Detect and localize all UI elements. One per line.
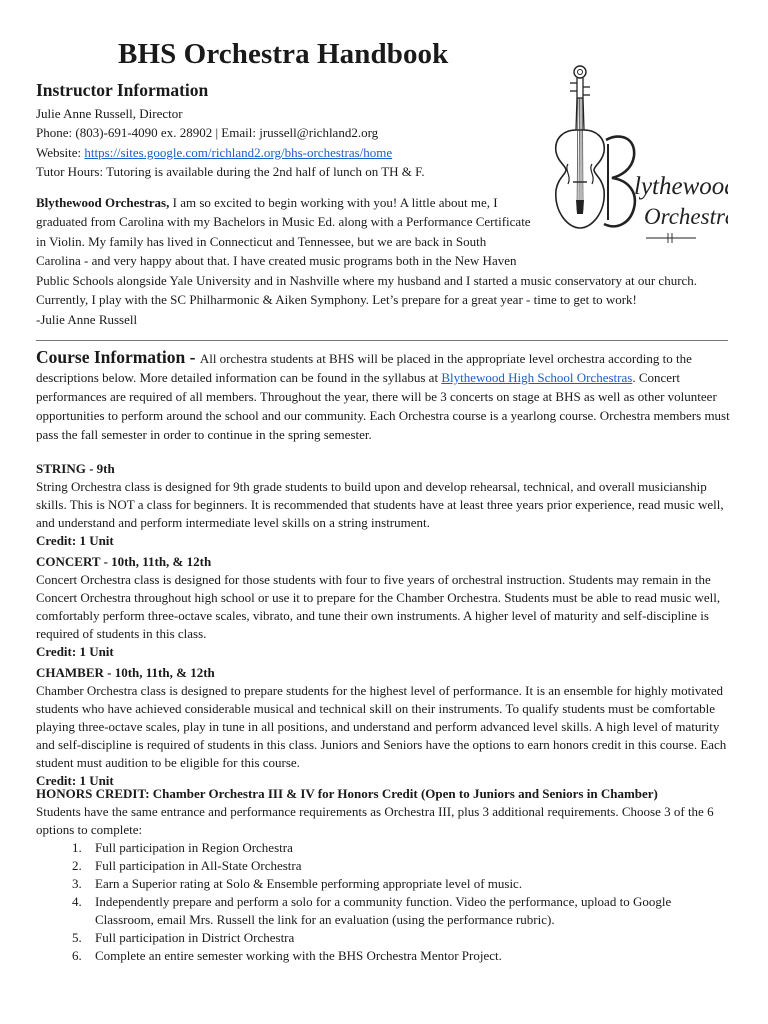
intro-line-4: Carolina - and very happy about that. I have created music programs both in the New Haven — [36, 253, 517, 268]
section-divider — [36, 340, 728, 341]
list-item-number: 2. — [72, 858, 82, 873]
intro-line-1 — [36, 193, 498, 212]
intro-line-5: Public Schools alongside Yale University and in Nashville where my husband and I started a music conservatory at our church. — [36, 273, 698, 288]
website-link[interactable]: https://sites.google.com/richland2.org/bhs-orchestras/home — [84, 145, 393, 160]
concert-credit: Credit: 1 Unit — [36, 644, 114, 659]
logo-text-sub: Orchestra — [644, 204, 728, 229]
orchestra-logo — [528, 52, 728, 282]
page-title: BHS Orchestra Handbook — [118, 38, 449, 70]
list-item — [72, 893, 722, 929]
chamber-body: Chamber Orchestra class is designed to prepare students for the highest level of performance. It is an ensemble for highly motivated students who have achieved considerable musical and technical skill on their instruments. To qualify students must be comfortable playing three-octave scales, play in tune in all positions, and understand and perform advanced level skills. A high level of maturity and self-discipline is required of students in this class. Juniors and Seniors have the options to earn honors credit in this course. Each student must audition to be eligible for this course. — [36, 683, 727, 770]
list-item — [72, 839, 722, 857]
list-item-text: Complete an entire semester working with the BHS Orchestra Mentor Project. — [95, 948, 502, 963]
honors-heading: HONORS CREDIT: Chamber Orchestra III & IV for Honors Credit (Open to Juniors and Seniors in Chamber) — [36, 786, 658, 801]
website-label: Website: — [36, 145, 85, 160]
chamber-credit: Credit: 1 Unit — [36, 773, 114, 788]
string-credit: Credit: 1 Unit — [36, 533, 114, 548]
honors-options-list — [72, 839, 722, 965]
list-item-text: Independently prepare and perform a solo for a community function. Video the performance, upload to Google Classroom, email Mrs. Russell the link for an evaluation (using the performance rubric). — [95, 894, 672, 927]
intro-lead: Blythewood Orchestras, — [36, 195, 170, 210]
website-line — [36, 143, 392, 162]
string-body: String Orchestra class is designed for 9th grade students to build upon and develop rehearsal, technical, and overall musicianship skills. This is NOT a class for beginners. It is recommended that students have at least three years prior experience, read music well, and understand and perform intermediate level skills on a string instrument. — [36, 479, 724, 530]
string-section — [36, 460, 732, 550]
syllabus-link[interactable]: Blythewood High School Orchestras — [441, 370, 633, 385]
violin-icon — [528, 52, 728, 282]
list-item-number: 6. — [72, 948, 82, 963]
course-text-1: All orchestra students at BHS will be placed in the appropriate level orchestra according to the descriptions below. More detailed information can be found in the syllabus at — [36, 351, 692, 385]
list-item-text: Full participation in Region Orchestra — [95, 840, 293, 855]
course-heading: Course Information - — [36, 347, 200, 367]
intro-line-6: Currently, I play with the SC Philharmonic & Aiken Symphony. Let’s prepare for a great year - time to get to work! — [36, 292, 637, 307]
intro-line-1-text: I am so excited to begin working with you! A little about me, I — [169, 195, 498, 210]
string-heading: STRING - 9th — [36, 461, 115, 476]
intro-line-3: in Violin. My family has lived in Connecticut and Tennessee, but we are back in South — [36, 234, 487, 249]
concert-body: Concert Orchestra class is designed for those students with four to five years of orchestral instruction. Students may remain in the Concert Orchestra throughout high school or use it to prepare for the Chamber Orchestra. Students must be able to read music well, comfortably perform three-octave scales, vibrato, and tune their own instruments. A higher level of maturity and self-discipline is required of students in this class. — [36, 572, 721, 641]
list-item-number: 5. — [72, 930, 82, 945]
chamber-heading: CHAMBER - 10th, 11th, & 12th — [36, 665, 215, 680]
list-item-text: Earn a Superior rating at Solo & Ensemble performing appropriate level of music. — [95, 876, 523, 891]
list-item-number: 4. — [72, 894, 82, 909]
list-item-text: Full participation in District Orchestra — [95, 930, 295, 945]
list-item-text: Full participation in All-State Orchestra — [95, 858, 302, 873]
list-item-number: 1. — [72, 840, 82, 855]
concert-section — [36, 553, 732, 661]
list-item — [72, 875, 722, 893]
contact-line: Phone: (803)-691-4090 ex. 28902 | Email: jrussell@richland2.org — [36, 125, 379, 140]
course-text-2: . Concert performances are required of all members. Throughout the year, there will be 3 concerts on stage at BHS as well as other volunteer opportunities to perform around the school and our community. Each Orchestra course is a yearlong course. Orchestra members must pass the fall semester in order to continue in the spring semester. — [36, 370, 730, 442]
director-name: Julie Anne Russell, Director — [36, 106, 183, 121]
list-item — [72, 857, 722, 875]
concert-heading: CONCERT - 10th, 11th, & 12th — [36, 554, 212, 569]
instructor-heading: Instructor Information — [36, 80, 209, 100]
intro-line-2: graduated from Carolina with my Bachelors in Music Ed. along with a Performance Certificate — [36, 214, 531, 229]
tutor-hours: Tutor Hours: Tutoring is available during the 2nd half of lunch on TH & F. — [36, 164, 425, 179]
list-item — [72, 947, 722, 965]
honors-section — [36, 785, 732, 839]
chamber-section — [36, 664, 732, 790]
logo-text-main: lythewood — [634, 173, 728, 200]
course-information — [36, 348, 732, 444]
list-item — [72, 929, 722, 947]
intro-signature: -Julie Anne Russell — [36, 312, 138, 327]
honors-body: Students have the same entrance and performance requirements as Orchestra III, plus 3 additional requirements. Choose 3 of the 6 options to complete: — [36, 804, 714, 837]
list-item-number: 3. — [72, 876, 82, 891]
